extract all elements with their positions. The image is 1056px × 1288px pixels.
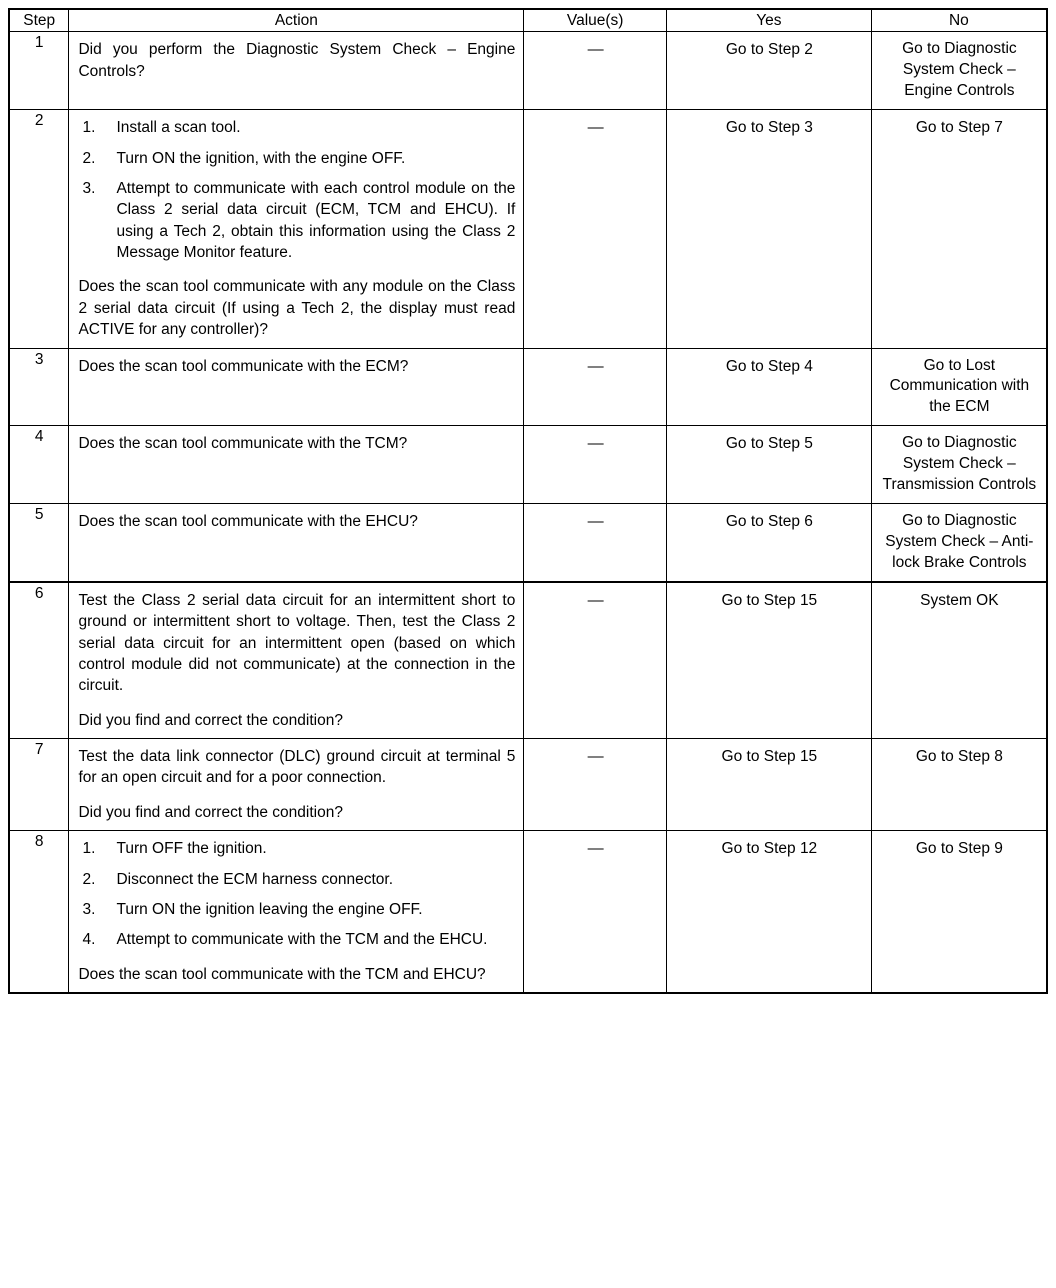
diagnostic-steps-table: [8, 8, 1048, 994]
value-cell: [524, 582, 667, 739]
yes-cell: [667, 504, 872, 582]
table-row: [9, 582, 1047, 739]
yes-cell: [667, 32, 872, 110]
action-paragraph: Test the data link connector (DLC) ground circuit at terminal 5 for an open circuit and for a poor connection.: [78, 748, 516, 787]
action-substep-list: [78, 838, 515, 951]
table-row: [9, 831, 1047, 993]
no-cell: [871, 831, 1047, 993]
action-cell: [69, 426, 524, 504]
step-number-label: 5: [34, 506, 44, 524]
action-question: Did you find and correct the condition?: [78, 803, 343, 821]
no-cell: [871, 426, 1047, 504]
no-cell: [871, 348, 1047, 426]
no-text: Go to Lost Communication with the ECM: [889, 356, 1030, 416]
list-item: [78, 148, 515, 169]
step-number-label: 7: [34, 741, 44, 759]
no-cell: [871, 110, 1047, 348]
spacer: [78, 263, 515, 276]
step-number-label: 1: [34, 34, 44, 52]
list-item-number: 2.: [82, 149, 96, 167]
no-text: Go to Diagnostic System Check – Engine Controls: [902, 40, 1017, 100]
action-text: [69, 831, 523, 992]
step-number: [9, 110, 69, 348]
action-cell: [69, 739, 524, 831]
value-cell: [524, 32, 667, 110]
action-paragraph: Does the scan tool communicate with the ECM?: [78, 357, 409, 375]
list-item-number: 3.: [82, 900, 96, 918]
no-text: Go to Step 9: [915, 840, 1003, 858]
action-paragraph: Does the scan tool communicate with the EHCU?: [78, 513, 418, 531]
column-header-values: Value(s): [524, 9, 667, 32]
step-number: [9, 739, 69, 831]
action-text: [69, 110, 523, 347]
value-cell: [524, 426, 667, 504]
spacer: [78, 789, 515, 802]
list-item: [78, 869, 515, 890]
list-item: [78, 117, 515, 138]
table-header-row: [9, 9, 1047, 32]
value-text: —: [587, 41, 604, 59]
no-cell: [871, 739, 1047, 831]
list-item-number: 2.: [82, 870, 96, 888]
action-text: [69, 32, 523, 89]
value-cell: [524, 831, 667, 993]
action-substep-list: [78, 117, 515, 263]
step-number-label: 4: [34, 428, 44, 446]
spacer: [78, 951, 515, 964]
action-paragraph: Did you perform the Diagnostic System Check – Engine Controls?: [78, 41, 516, 80]
yes-text: Go to Step 2: [725, 41, 813, 59]
no-text: Go to Step 8: [915, 748, 1003, 766]
list-item: [78, 929, 515, 950]
table-row: [9, 426, 1047, 504]
list-item-text: Turn ON the ignition leaving the engine OFF.: [116, 900, 423, 918]
table-row: [9, 348, 1047, 426]
no-cell: [871, 504, 1047, 582]
list-item-text: Attempt to communicate with the TCM and the EHCU.: [116, 931, 488, 949]
spacer: [78, 697, 515, 710]
no-cell: [871, 32, 1047, 110]
table-row: [9, 32, 1047, 110]
value-cell: [524, 110, 667, 348]
action-paragraph: Test the Class 2 serial data circuit for an intermittent short to ground or intermittent short to voltage. Then, test the Class 2 serial data circuit for an intermittent open (based on which control module did not communicate) at the connection in the circuit.: [78, 591, 516, 695]
step-number: [9, 348, 69, 426]
action-text: [69, 739, 523, 830]
yes-text: Go to Step 4: [725, 357, 813, 375]
yes-text: Go to Step 6: [725, 513, 813, 531]
table-row: [9, 739, 1047, 831]
yes-text: Go to Step 15: [721, 748, 818, 766]
step-number: [9, 582, 69, 739]
value-text: —: [587, 435, 604, 453]
action-question: Does the scan tool communicate with the TCM and EHCU?: [78, 965, 486, 983]
action-cell: [69, 831, 524, 993]
list-item-text: Turn OFF the ignition.: [116, 840, 267, 858]
list-item-number: 1.: [82, 840, 96, 858]
list-item-number: 3.: [82, 179, 96, 197]
list-item-text: Turn ON the ignition, with the engine OFF.: [116, 149, 406, 167]
value-text: —: [587, 591, 604, 609]
step-number-label: 2: [34, 112, 44, 130]
list-item-text: Attempt to communicate with each control module on the Class 2 serial data circuit (ECM, TCM and EHCU). If using a Tech 2, obtain this information using the Class 2 Message Monitor feature.: [116, 179, 516, 262]
action-cell: [69, 348, 524, 426]
yes-text: Go to Step 15: [721, 591, 818, 609]
value-text: —: [587, 513, 604, 531]
table-row: [9, 504, 1047, 582]
no-cell: [871, 582, 1047, 739]
value-cell: [524, 739, 667, 831]
list-item-number: 1.: [82, 119, 96, 137]
no-text: Go to Step 7: [915, 119, 1003, 137]
yes-cell: [667, 110, 872, 348]
column-header-step: Step: [9, 9, 69, 32]
table-header: [9, 9, 1047, 32]
value-cell: [524, 504, 667, 582]
step-number: [9, 831, 69, 993]
action-cell: [69, 110, 524, 348]
step-number: [9, 426, 69, 504]
yes-cell: [667, 582, 872, 739]
action-question: Did you find and correct the condition?: [78, 711, 343, 729]
column-header-yes: Yes: [667, 9, 872, 32]
table-row: [9, 110, 1047, 348]
step-number-label: 8: [34, 833, 44, 851]
column-header-no: No: [871, 9, 1047, 32]
action-text: [69, 426, 523, 461]
yes-text: Go to Step 12: [721, 840, 818, 858]
action-paragraph: Does the scan tool communicate with the TCM?: [78, 435, 408, 453]
step-number: [9, 504, 69, 582]
value-text: —: [587, 748, 604, 766]
step-number-label: 6: [34, 584, 44, 602]
yes-text: Go to Step 3: [725, 119, 813, 137]
list-item: [78, 178, 515, 264]
value-text: —: [587, 357, 604, 375]
action-text: [69, 504, 523, 539]
column-header-action: Action: [69, 9, 524, 32]
no-text: System OK: [920, 591, 999, 609]
value-cell: [524, 348, 667, 426]
yes-text: Go to Step 5: [725, 435, 813, 453]
yes-cell: [667, 831, 872, 993]
action-cell: [69, 32, 524, 110]
step-number: [9, 32, 69, 110]
list-item: [78, 899, 515, 920]
value-text: —: [587, 840, 604, 858]
list-item-text: Install a scan tool.: [116, 119, 241, 137]
yes-cell: [667, 739, 872, 831]
action-cell: [69, 504, 524, 582]
step-number-label: 3: [34, 350, 44, 368]
no-text: Go to Diagnostic System Check – Anti-lock Brake Controls: [885, 512, 1034, 571]
table-body: [9, 32, 1047, 993]
action-text: [69, 349, 523, 384]
yes-cell: [667, 426, 872, 504]
value-text: —: [587, 119, 604, 137]
list-item: [78, 838, 515, 859]
no-text: Go to Diagnostic System Check – Transmission Controls: [882, 434, 1037, 494]
action-text: [69, 583, 523, 738]
list-item-number: 4.: [82, 931, 96, 949]
action-cell: [69, 582, 524, 739]
action-question: Does the scan tool communicate with any module on the Class 2 serial data circuit (If using a Tech 2, the display must read ACTIVE for any controller)?: [78, 278, 516, 339]
list-item-text: Disconnect the ECM harness connector.: [116, 870, 394, 888]
yes-cell: [667, 348, 872, 426]
